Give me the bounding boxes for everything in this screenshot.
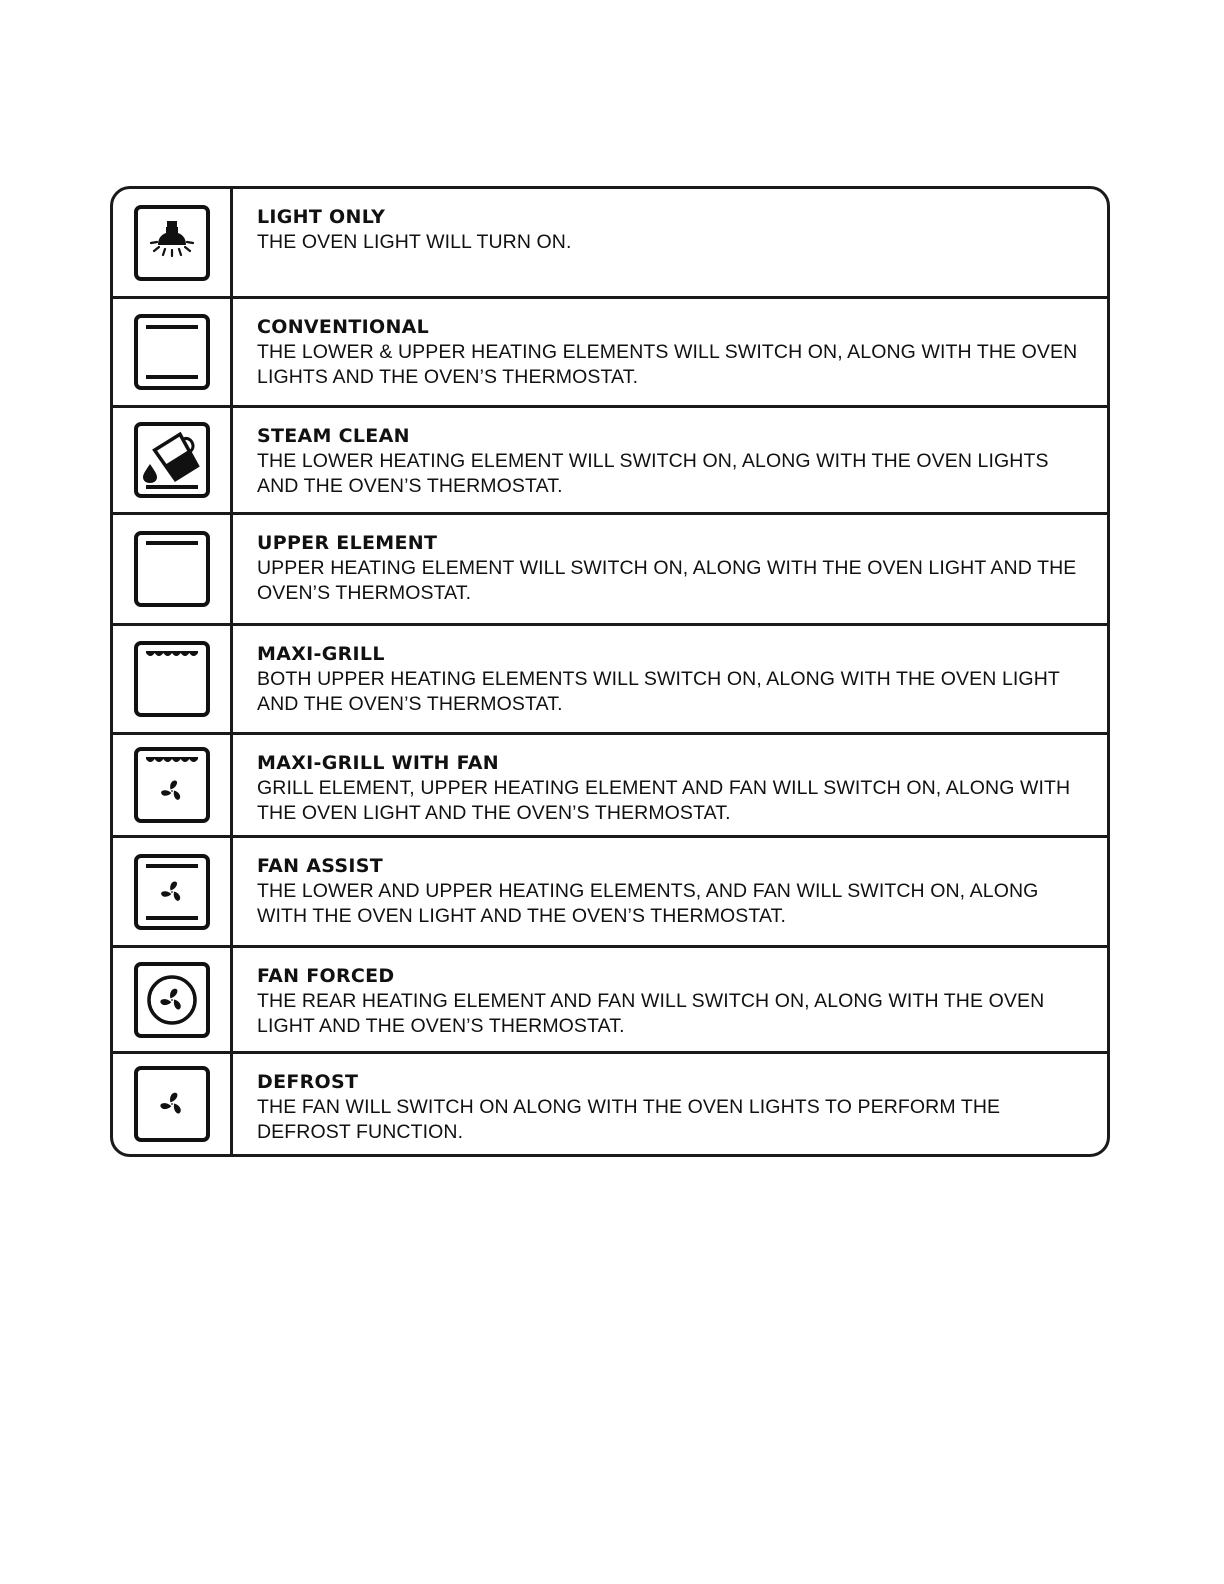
mode-title: MAXI-GRILL [257,643,385,665]
mode-title: FAN FORCED [257,965,395,987]
mode-description: THE FAN WILL SWITCH ON ALONG WITH THE OVEN LIGHTS TO PERFORM THE DEFROST FUNCTION. [257,1096,1001,1143]
mode-description: GRILL ELEMENT, UPPER HEATING ELEMENT AND FAN WILL SWITCH ON, ALONG WITH THE OVEN LIGHT AND THE OVEN’S THERMOSTAT. [257,777,1071,824]
mode-title: UPPER ELEMENT [257,532,438,554]
icon-cell [113,838,233,945]
mode-text [233,838,1107,945]
fan-forced-icon [132,960,212,1040]
mode-text [233,299,1107,405]
oven-functions-table [110,186,1110,1157]
icon-cell [113,189,233,296]
icon-cell [113,626,233,732]
mode-text [233,626,1107,732]
steam-clean-icon [132,420,212,500]
mode-title: LIGHT ONLY [257,206,386,228]
icon-cell [113,408,233,512]
mode-description: THE LOWER AND UPPER HEATING ELEMENTS, AND FAN WILL SWITCH ON, ALONG WITH THE OVEN LIGHT AND THE OVEN’S THERMOSTAT. [257,880,1039,927]
icon-cell [113,515,233,623]
icon-cell [113,299,233,405]
maxi-grill-with-fan-icon [132,745,212,825]
icon-cell [113,735,233,835]
fan-assist-icon [132,852,212,932]
table-row [113,945,1107,1051]
mode-text [233,1054,1107,1154]
mode-title: CONVENTIONAL [257,316,430,338]
maxi-grill-icon [132,639,212,719]
table-row [113,296,1107,405]
mode-text [233,515,1107,623]
mode-title: FAN ASSIST [257,855,383,877]
mode-title: MAXI-GRILL WITH FAN [257,752,499,774]
table-row [113,189,1107,296]
mode-text [233,189,1107,296]
mode-text [233,735,1107,835]
icon-cell [113,948,233,1051]
table-row [113,623,1107,732]
mode-text [233,948,1107,1051]
table-row [113,732,1107,835]
upper-element-icon [132,529,212,609]
mode-description: THE LOWER HEATING ELEMENT WILL SWITCH ON, ALONG WITH THE OVEN LIGHTS AND THE OVEN’S THERMOSTAT. [257,450,1049,497]
mode-text [233,408,1107,512]
icon-cell [113,1054,233,1154]
mode-title: STEAM CLEAN [257,425,410,447]
defrost-icon [132,1064,212,1144]
mode-description: THE REAR HEATING ELEMENT AND FAN WILL SWITCH ON, ALONG WITH THE OVEN LIGHT AND THE OVEN’S THERMOSTAT. [257,990,1045,1037]
table-row [113,835,1107,945]
conventional-icon [132,312,212,392]
table-row [113,1051,1107,1154]
table-row [113,405,1107,512]
mode-description: UPPER HEATING ELEMENT WILL SWITCH ON, ALONG WITH THE OVEN LIGHT AND THE OVEN’S THERMOSTAT. [257,557,1077,604]
mode-description: THE OVEN LIGHT WILL TURN ON. [257,231,572,253]
mode-description: THE LOWER & UPPER HEATING ELEMENTS WILL SWITCH ON, ALONG WITH THE OVEN LIGHTS AND THE OVEN’S THERMOSTAT. [257,341,1078,388]
mode-description: BOTH UPPER HEATING ELEMENTS WILL SWITCH ON, ALONG WITH THE OVEN LIGHT AND THE OVEN’S THERMOSTAT. [257,668,1060,715]
table-row [113,512,1107,623]
mode-title: DEFROST [257,1071,359,1093]
light-only-icon [132,203,212,283]
